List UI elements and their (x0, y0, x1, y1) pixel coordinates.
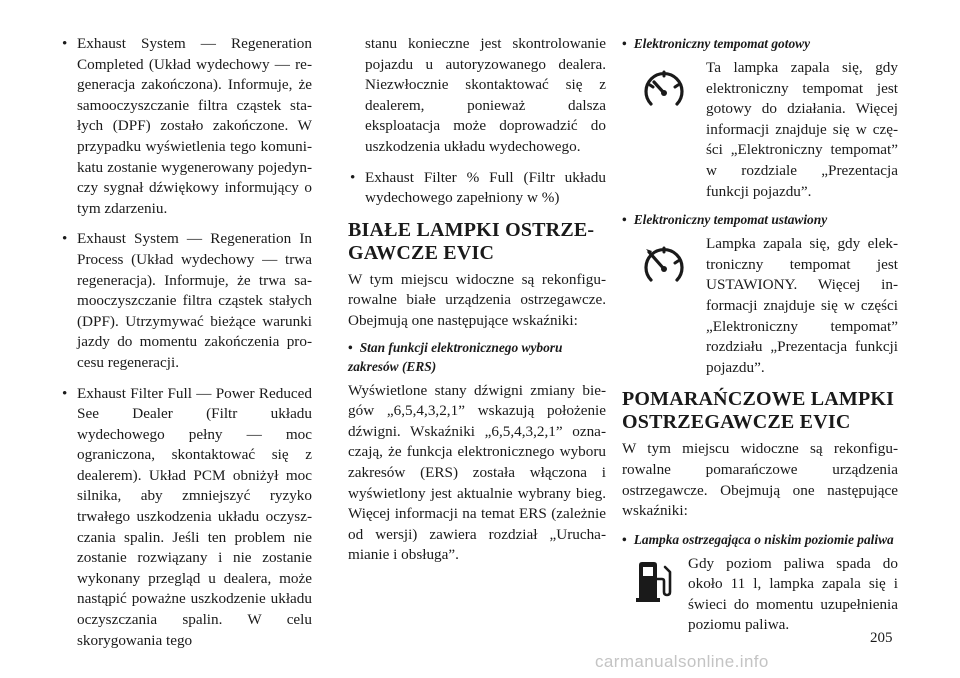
subheading (622, 34, 898, 53)
bullet-marker: • (622, 531, 627, 547)
bullet-list (60, 34, 312, 651)
subheading-text: Elektroniczny tempomat gotowy (633, 36, 811, 51)
fuel-pump-icon (622, 554, 688, 636)
indicator-text: Gdy poziom paliwa spada do około 11 l, lampka zapala się i świeci do momentu uzupełnienia poziomu paliwa. (688, 554, 898, 634)
bullet-marker: • (62, 35, 68, 52)
bullet-marker: • (350, 168, 356, 186)
speedometer-set-icon (622, 234, 706, 378)
list-item (60, 384, 312, 652)
list-item-text: Exhaust Filter Full — Power Reduced See Dealer (Filtr układu wydechowego pełny — moc ograniczona, skontaktować się z dealerem). Układ PCM obniżył moc silnika, aby zmniejszyć ryzyko trwałego uszkodzenia układu oczyszczania spalin. Jeśli ten problem nie zostanie rozwiązany i nie zostanie wykonany przegląd u dealera, może nastąpić poważne uszkodzenie układu oczyszczania spalin. W celu skorygowania tego (77, 384, 312, 649)
bullet-marker: • (62, 384, 68, 402)
bullet-marker: • (622, 36, 627, 51)
subheading (348, 338, 606, 376)
section-heading: BIAŁE LAMPKI OSTRZEGAWCZE EVIC (348, 218, 595, 264)
subheading-text: Stan funkcji elektronicznego wyboru zakresów (ERS) (348, 339, 563, 374)
subheading-text: Elektroniczny tempomat ustawiony (633, 212, 828, 228)
list-item (60, 34, 312, 219)
list-item (60, 229, 312, 373)
indicator-text: Lampka zapala się, gdy elektroniczny tempomat jest USTAWIONY. Więcej informacji znajduje się w części „Elektroniczny tempomat” rozdziału „Prezentacja funkcji pojazdu”. (706, 235, 898, 376)
body-paragraph: Wyświetlone stany dźwigni zmiany biegów „6,5,4,3,2,1” wskazują położenie dźwigni. Wskaźniki „6,5,4,3,2,1” oznaczają, że funkcja elektronicznego wyboru zakresów (ERS) została włączona i wyświetlony jest aktualnie wybrany bieg. Więcej informacji na temat ERS (zależnie od wersji) zawiera rozdział „Uruchamianie i obsługa”. (348, 381, 606, 564)
list-item-text: Exhaust System — Regeneration In Process (Układ wydechowy — trwa regeneracja). Informuje, że trwa samooczyszczanie filtra cząstek stałych (DPF). Utrzymywać bieżące warunki jazdy do momentu zakończenia procesu regeneracji. (77, 230, 312, 371)
watermark: carmanualsonline.info (595, 652, 769, 671)
subheading (622, 530, 898, 549)
list-item (348, 168, 606, 209)
bullet-marker: • (62, 230, 68, 248)
subheading-text: Lampka ostrzegająca o niskim poziomie paliwa (633, 531, 894, 547)
right-column (622, 34, 898, 636)
indicator-block (622, 554, 898, 636)
left-column (60, 34, 312, 661)
section-intro: W tym miejscu widoczne są rekonfigurowalne pomarańczowe urządzenia ostrzegawcze. Obejmują one następujące wskaźniki: (622, 440, 898, 520)
speedometer-ready-icon (622, 58, 706, 202)
section-heading: POMARAŃCZOWE LAMPKI OSTRZEGAWCZE EVIC (622, 388, 895, 434)
bullet-marker: • (622, 212, 627, 228)
section-intro: W tym miejscu widoczne są rekonfigurowalne białe urządzenia ostrzegawcze. Obejmują one następujące wskaźniki: (348, 270, 606, 329)
list-item-text: Exhaust Filter % Full (Filtr układu wydechowego zapełniony w %) (365, 168, 606, 207)
indicator-block (622, 234, 898, 378)
subheading (622, 210, 898, 229)
indicator-block (622, 58, 898, 202)
middle-column (348, 34, 606, 566)
continuation-text: stanu konieczne jest skontrolowanie pojazdu u autoryzowanego dealera. Niezwłocznie skontaktować się z dealerem, ponieważ dalsza eksploatacja może doprowadzić do uszkodzenia układu wydechowego. (365, 35, 606, 155)
indicator-text: Ta lampka zapala się, gdy elektroniczny tempomat jest gotowy do działania. Więcej informacji znajduje się w części „Elektroniczny tempomat” w rozdziale „Prezentacja funkcji pojazdu”. (706, 59, 898, 200)
list-item-text: Exhaust System — Regeneration Completed (Układ wydechowy — regeneracja zakończona). Informuje, że samooczyszczanie filtra cząstek stałych (DPF) zostało zakończone. W przypadku wyświetlenia tego komunikatu zostanie wygenerowany pojedynczy sygnał dźwiękowy informujący o tym zdarzeniu. (77, 35, 312, 217)
page-number: 205 (870, 630, 893, 646)
bullet-list (348, 168, 606, 209)
bullet-marker: • (348, 339, 353, 355)
